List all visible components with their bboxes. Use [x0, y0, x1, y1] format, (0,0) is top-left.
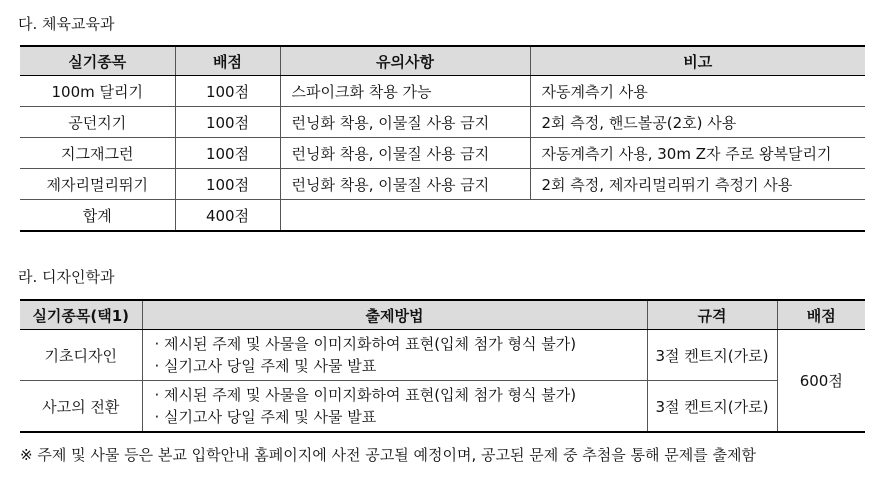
physical-education-table	[20, 45, 865, 232]
header-remarks: 비고	[530, 46, 865, 76]
event-score: 100점	[175, 169, 280, 200]
design-table	[20, 299, 865, 433]
table-header-row	[20, 46, 865, 76]
table-row	[20, 107, 865, 138]
total-empty-cell	[280, 200, 865, 232]
event-notes: 런닝화 착용, 이물질 사용 금지	[280, 107, 530, 138]
table-row	[20, 169, 865, 200]
event-name: 지그재그런	[20, 138, 175, 169]
event-score: 100점	[175, 76, 280, 107]
event-notes: 런닝화 착용, 이물질 사용 금지	[280, 169, 530, 200]
section-title-physical-education: 다. 체육교육과	[18, 15, 115, 33]
table-row	[20, 76, 865, 107]
event-remarks: 2회 측정, 핸드볼공(2호) 사용	[530, 107, 865, 138]
header-event: 실기종목	[20, 46, 175, 76]
event-name: 기초디자인	[20, 330, 142, 381]
total-row	[20, 200, 865, 232]
table-row	[20, 330, 865, 381]
event-remarks: 자동계측기 사용, 30m Z자 주로 왕복달리기	[530, 138, 865, 169]
design-score: 600점	[777, 330, 865, 433]
method-line: · 제시된 주제 및 사물을 이미지화하여 표현(입체 첨가 형식 불가)	[154, 335, 577, 353]
event-name: 100m 달리기	[20, 76, 175, 107]
event-remarks: 2회 측정, 제자리멀리뛰기 측정기 사용	[530, 169, 865, 200]
header-notes: 유의사항	[280, 46, 530, 76]
event-name: 제자리멀리뛰기	[20, 169, 175, 200]
header-method: 출제방법	[142, 300, 647, 330]
total-label: 합계	[20, 200, 175, 232]
event-notes: 스파이크화 착용 가능	[280, 76, 530, 107]
method-line: · 실기고사 당일 주제 및 사물 발표	[154, 357, 377, 375]
paper-spec: 3절 켄트지(가로)	[647, 381, 777, 433]
event-name: 공던지기	[20, 107, 175, 138]
event-name: 사고의 전환	[20, 381, 142, 433]
header-score: 배점	[777, 300, 865, 330]
event-remarks: 자동계측기 사용	[530, 76, 865, 107]
header-score: 배점	[175, 46, 280, 76]
event-score: 100점	[175, 107, 280, 138]
section-title-design: 라. 디자인학과	[18, 268, 115, 286]
table-row	[20, 381, 865, 433]
table-header-row	[20, 300, 865, 330]
method-line: · 제시된 주제 및 사물을 이미지화하여 표현(입체 첨가 형식 불가)	[154, 386, 577, 404]
footnote: ※ 주제 및 사물 등은 본교 입학안내 홈페이지에 사전 공고될 예정이며, 공고된 문제 중 추첨을 통해 문제를 출제함	[20, 446, 756, 464]
method-line: · 실기고사 당일 주제 및 사물 발표	[154, 408, 377, 426]
header-spec: 규격	[647, 300, 777, 330]
table-row	[20, 138, 865, 169]
event-notes: 런닝화 착용, 이물질 사용 금지	[280, 138, 530, 169]
paper-spec: 3절 켄트지(가로)	[647, 330, 777, 381]
header-event: 실기종목(택1)	[20, 300, 142, 330]
exam-method	[142, 381, 647, 433]
exam-method	[142, 330, 647, 381]
event-score: 100점	[175, 138, 280, 169]
total-score: 400점	[175, 200, 280, 232]
